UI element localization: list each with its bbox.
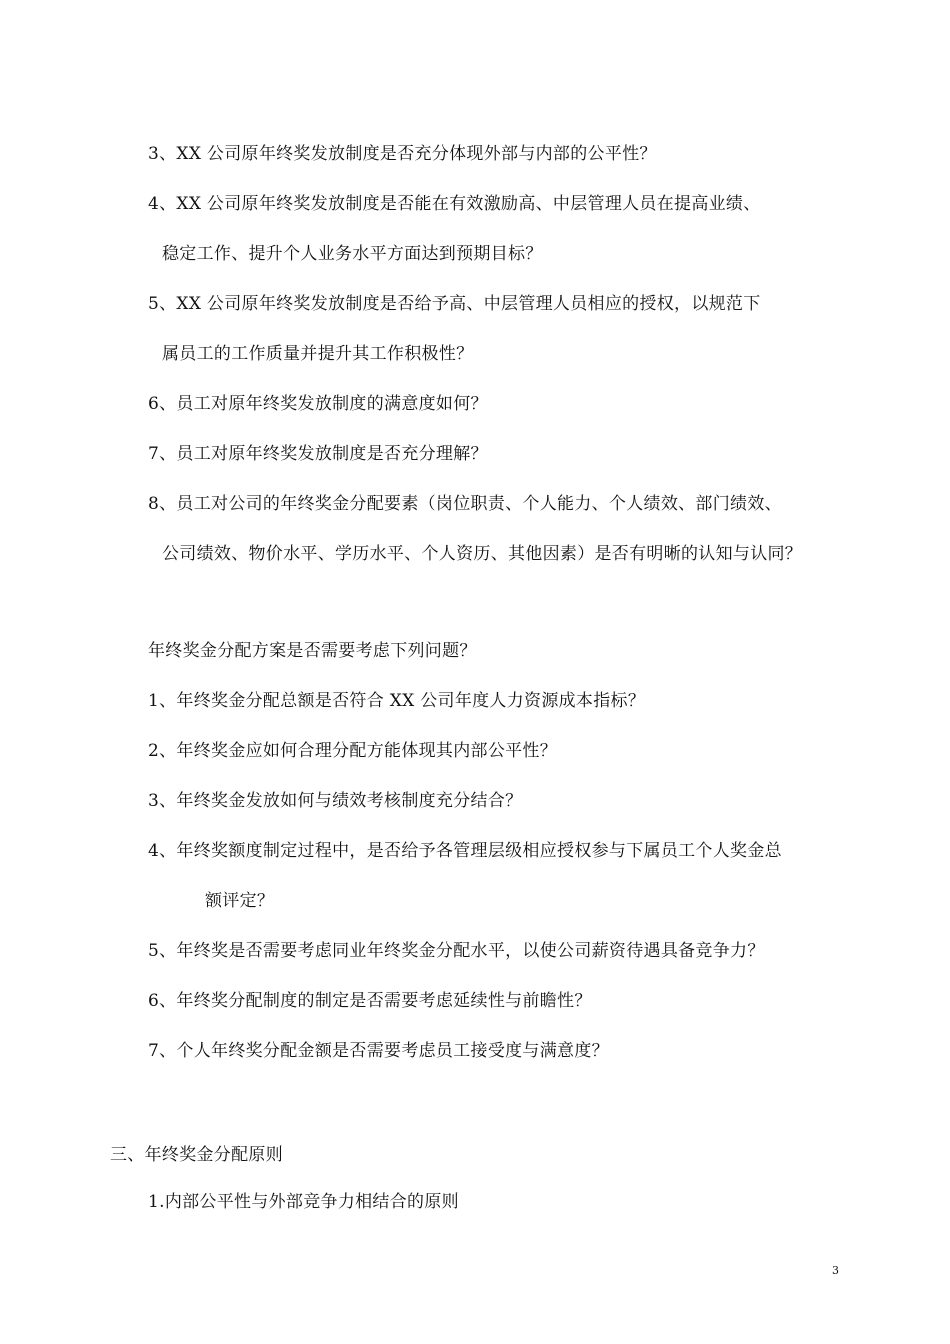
question-line: 7、员工对原年终奖发放制度是否充分理解？ [148,444,488,464]
question-line: 5、XX 公司原年终奖发放制度是否给予高、中层管理人员相应的授权，以规范下 [148,294,761,314]
question-line-continuation: 公司绩效、物价水平、学历水平、个人资历、其他因素）是否有明晰的认知与认同？ [162,544,803,564]
principle-item: 1.内部公平性与外部竞争力相结合的原则 [148,1192,459,1212]
question-line: 4、XX 公司原年终奖发放制度是否能在有效激励高、中层管理人员在提高业绩、 [148,194,761,214]
question-line: 1、年终奖金分配总额是否符合 XX 公司年度人力资源成本指标？ [148,691,646,711]
question-line: 4、年终奖额度制定过程中，是否给予各管理层级相应授权参与下属员工个人奖金总 [148,841,782,861]
question-line: 8、员工对公司的年终奖金分配要素（岗位职责、个人能力、个人绩效、部门绩效、 [148,494,782,514]
question-line: 2、年终奖金应如何合理分配方能体现其内部公平性？ [148,741,558,761]
question-line-continuation: 稳定工作、提升个人业务水平方面达到预期目标？ [162,244,543,264]
question-line-continuation: 额评定？ [205,891,275,911]
question-line-continuation: 属员工的工作质量并提升其工作积极性？ [162,344,474,364]
section-heading: 三、年终奖金分配原则 [110,1145,283,1165]
question-line: 3、年终奖金发放如何与绩效考核制度充分结合？ [148,791,523,811]
page-number: 3 [832,1264,839,1277]
question-line: 5、年终奖是否需要考虑同业年终奖金分配水平，以使公司薪资待遇具备竞争力？ [148,941,765,961]
question-line: 6、年终奖分配制度的制定是否需要考虑延续性与前瞻性？ [148,991,592,1011]
question-line: 7、个人年终奖分配金额是否需要考虑员工接受度与满意度？ [148,1041,609,1061]
question-line: 6、员工对原年终奖发放制度的满意度如何？ [148,394,488,414]
section-heading: 年终奖金分配方案是否需要考虑下列问题？ [148,641,477,661]
question-line: 3、XX 公司原年终奖发放制度是否充分体现外部与内部的公平性？ [148,144,657,164]
